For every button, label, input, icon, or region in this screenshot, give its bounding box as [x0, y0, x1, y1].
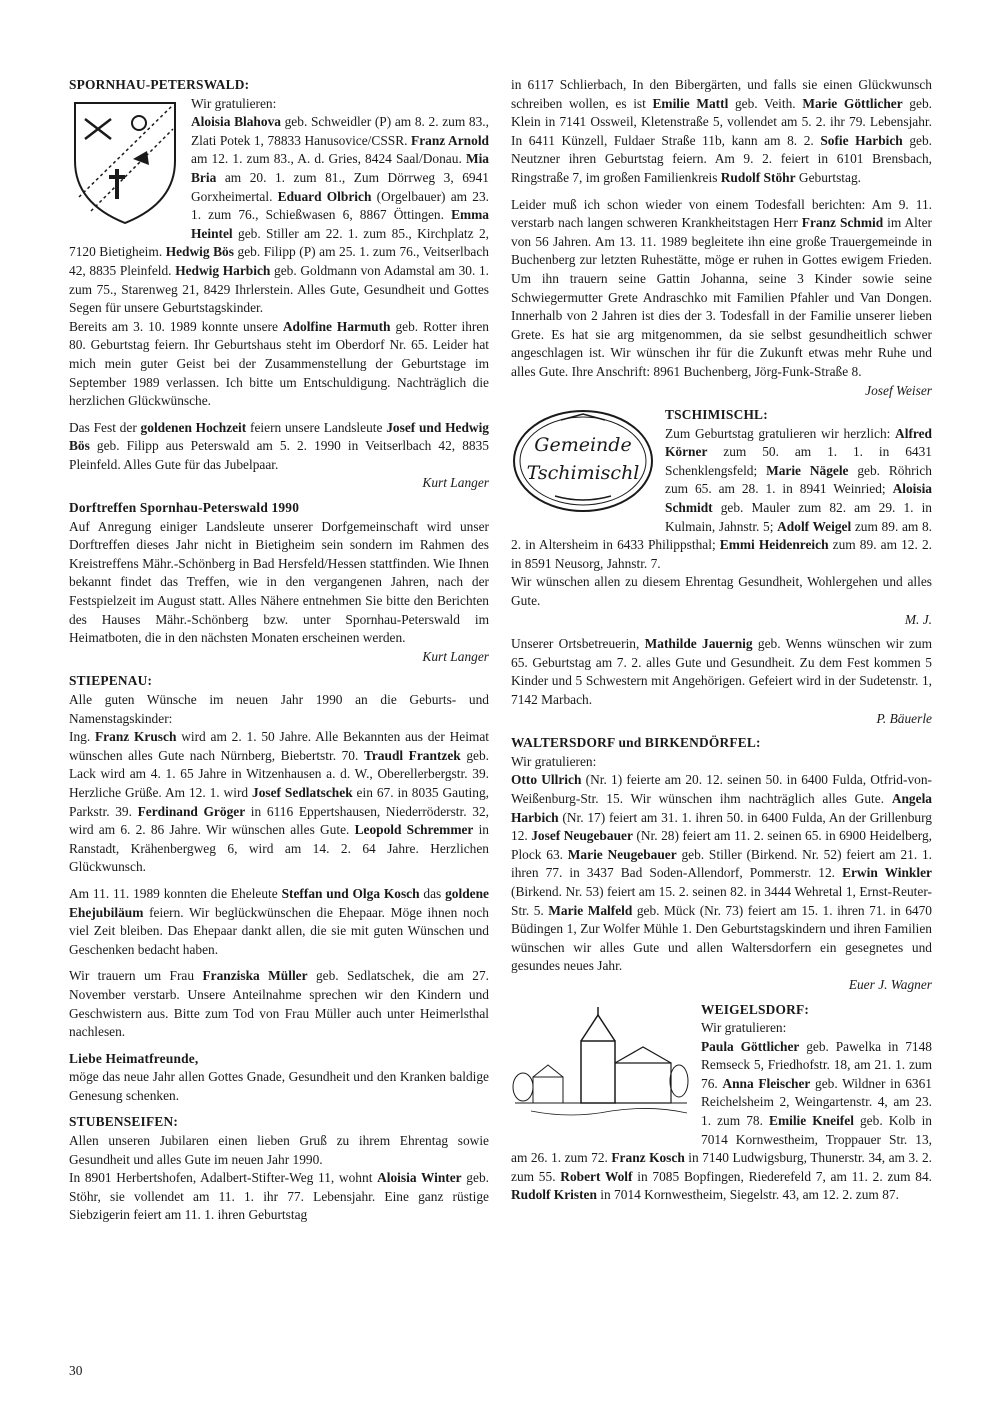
section-title-stubenseifen: STUBENSEIFEN: [69, 1114, 179, 1130]
tschimischl-wishes: Wir wünschen allen zu diesem Ehrentag Gesundheit, Wohlergehen und alles Gute. [511, 574, 932, 609]
municipal-seal-icon [511, 408, 655, 520]
section-title-stiepenau: STIEPENAU: [69, 673, 153, 689]
tschimischl-birthdays: Zum Geburtstag gratulieren wir herzlich: Alfred Körner zum 50. am 1. 1. in 6431 Schenklengsfeld; Marie Nägele geb. Röhrich zum 65. am 28. 1. in 8941 Weinried; Aloisia Schmidt geb. Mauler zum 82. am 29. 1. in Kulmain, Jahnstr. 5; Adolf Weigel zum 89. am 8. 2. in Altersheim in 6433 Philippsthal; Emmi Heidenreich zum 89. am 12. 2. in 8591 Neusorg, Jahnstr. 7. [511, 425, 933, 571]
stiepenau-obituary: Wir trauern um Frau Franziska Müller geb. Sedlatschek, die am 27. November verstarb. Unsere Anteilnahme sprechen wir den Kindern und Geschwistern aus. Bitte zum Tod von Frau Müller auch unter Heimerlsthal nachlesen. [69, 968, 490, 1040]
section-title-spornhau: SPORNHAU-PETERSWALD: [69, 77, 250, 92]
seal-bottom-text: Tschimischl [526, 462, 640, 485]
section-title-weigelsdorf: WEIGELSDORF: [701, 1001, 810, 1017]
stiepenau-intro: Alle guten Wünsche im neuen Jahr 1990 an die Geburts- und Namenstagskinder: [69, 692, 489, 726]
signature-kurt-langer: Kurt Langer [422, 475, 489, 491]
section-title-heimatfreunde: Liebe Heimatfreunde, [69, 1050, 199, 1066]
signature-p-bauerle: P. Bäuerle [876, 710, 932, 726]
coat-of-arms-icon [69, 99, 181, 233]
spornhau-intro: Wir gratulieren: [191, 95, 277, 111]
spornhau-harmuth: Bereits am 3. 10. 1989 konnte unsere Adolfine Harmuth geb. Rotter ihren 80. Geburtstag feiern. Ihr Geburtshaus steht im Oberdorf Nr. 65. Leider hat mich mein guter Geist bei der Zusammenstellung der Geburtstage im September 1989 verlassen. Ich bitte um Entschuldigung. Nachträglich die herzlichen Glückwünsche. [69, 318, 490, 409]
page-number: 30 [69, 1363, 83, 1378]
stubenseifen-greeting: Allen unseren Jubilaren einen lieben Gruß zu ihrem Ehrentag sowie Gesundheit und alles Gute im neuen Jahr 1990. [69, 1133, 489, 1167]
spornhau-birthdays: Aloisia Blahova geb. Schweidler (P) am 8. 2. zum 83., Zlati Potek 1, 78833 Hanusovice/CSSR. Franz Arnold am 12. 1. zum 83., A. d. Gries, 8424 Saal/Donau. Mia Bria am 20. 1. zum 81., Zum Dörrweg 3, 6941 Gorxheimertal. Eduard Olbrich (Orgelbauer) am 23. 1. zum 76., Schießwasen 6, 8867 Öttingen. Emma Heintel geb. Stiller am 22. 1. zum 85., Kirchplatz 2, 7120 Bietigheim. Hedwig Bös geb. Filipp (P) am 25. 1. zum 76., Veitserlbach 42, 8835 Pleinfeld. Hedwig Harbich geb. Goldmann von Adamstal am 30. 1. zum 75., Starenweg 21, 8429 Ihrlerstein. Alles Gute, Gesundheit und Gottes Segen für unsere Geburtstagskinder. [69, 114, 490, 316]
stiepenau-jubilee: Am 11. 11. 1989 konnten die Eheleute Steffan und Olga Kosch das goldene Ehejubiläum feiern. Wir beglückwünschen die Ehepaar. Möge ihnen noch viel Zeit bleiben. Das Ehepaar dankt allen, die sie mit guten Wünschen und Geschenken bedacht haben. [69, 885, 490, 957]
tschimischl-jauernig: Unserer Ortsbetreuerin, Mathilde Jauernig geb. Wenns wünschen wir zum 65. Geburtstag am 7. 2. alles Gute und Gesundheit. Zu dem Fest kommen 5 Kinder und 5 Schwestern mit Angehörigen. Gefeiert wird in der Sudetenstr. 1, 7142 Marbach. [511, 636, 933, 707]
stubenseifen-birthdays: In 8901 Herbertshofen, Adalbert-Stifter-Weg 11, wohnt Aloisia Winter geb. Stöhr, sie vollendet am 11. 1. ihr 77. Lebensjahr. Eine ganz rüstige Siebzigerin feiert am 11. 1. ihren Geburtstag [69, 1170, 489, 1223]
signature-j-wagner: Euer J. Wagner [848, 976, 932, 992]
obituary-franz-schmid: Leider muß ich schon wieder von einem Todesfall berichten: Am 9. 11. verstarb nach langen schweren Krankheitstagen Herr Franz Schmid im Alter von 56 Jahren. Am 13. 11. 1989 begleitete ihn eine große Trauergemeinde in Buchenberg zur letzten Ruhestätte, möge er ruhen in Gottes ewigem Frieden. Um ihn trauern seine Gattin Johanna, seine 3 Kinder sowie seine Schwiegermutter Grete Andraschko mit Familien Pfahler und Van Dongen. Innerhalb von 2 Jahren ist dies der 3. Todesfall in der Familie unserer lieben Grete. Es hat sie arg mitgenommen, da sie selbst gesundheitlich schwer angeschlagen ist. Wir wünschen ihr für die Zukunft etwas mehr Ruhe und alles Gute. Ihre Anschrift: 8961 Buchenberg, Jörg-Funk-Straße 8. [511, 196, 932, 379]
weigelsdorf-birthdays: Paula Göttlicher geb. Pawelka in 7148 Remseck 5, Friedhofstr. 18, am 21. 1. zum 76. Anna Fleischer geb. Wildner in 6361 Reichelsheim 2, Weingartenstr. 4, am 23. 1. zum 78. Emilie Kneifel geb. Kolb in 7014 Kornwestheim, Troppauer Str. 13, am 26. 1. zum 72. Franz Kosch in 7140 Ludwigsburg, Thunerstr. 34, am 3. 2. zum 55. Robert Wolf in 7085 Bopfingen, Riederefeld 7, am 11. 2. zum 84. Rudolf Kristen in 7014 Kornwestheim, Siegelstr. 43, am 12. 2. zum 87. [511, 1038, 933, 1203]
signature-mj: M. J. [904, 611, 932, 627]
seal-top-text: Gemeinde [534, 434, 632, 457]
stubenseifen-continued: in 6117 Schlierbach, In den Bibergärten, und falls sie einen Glückwunsch schreiben wollen, es ist Emilie Mattl geb. Veith. Marie Göttlicher geb. Klein in 7141 Ossweil, Kletenstraße 5, vollendet am 5. 2. ihr 79. Lebensjahr. In 6411 Künzell, Fuldaer Straße 11b, kann am 8. 2. Sofie Harbich geb. Neutzner ihren Geburtstag feiern. Am 9. 2. feiert in 6101 Brensbach, Ringstraße 7, im großen Familienkreis Rudolf Stöhr Geburtstag. [511, 77, 933, 185]
waltersdorf-intro: Wir gratulieren: [511, 753, 597, 769]
church-sketch-icon [511, 1007, 691, 1131]
heimatfreunde-text: möge das neue Jahr allen Gottes Gnade, Gesundheit und den Kranken baldige Genesung schenken. [69, 1069, 489, 1103]
dorftreffen-text: Auf Anregung einiger Landsleute unserer Dorfgemeinschaft wird unser Dorftreffen dieses Jahr nicht in Bietigheim sein sondern im Rahmen des Kreistreffens Mähr.-Schönberg in Bad Hersfeld/Hessen stattfinden. Wie Ihnen bekannt findet das Treffen, wie in den vergangenen Jahren, nach der Festspielzeit im August statt. Alles Nähere entnehmen Sie bitte den Berichten des Hauses Mähr.-Schönberg bzw. unter Spornhau-Peterswald im Heimatboten, die in den nächsten Monaten erscheinen werden. [69, 518, 489, 646]
section-title-tschimischl: TSCHIMISCHL: [665, 407, 768, 423]
left-column [69, 76, 489, 1225]
weigelsdorf-intro: Wir gratulieren: [701, 1020, 787, 1036]
stiepenau-birthdays: Ing. Franz Krusch wird am 2. 1. 50 Jahre. Alle Bekannten aus der Heimat wünschen alles Gute nach Nürnberg, Biebertstr. 70. Traudl Frantzek geb. Lack wird am 4. 1. 65 Jahre in Witzenhausen a. d. W., Oberellerbergstr. 39. Herzliche Grüße. Am 12. 1. wird Josef Sedlatschek ein 67. in 8035 Gauting, Parkstr. 39. Ferdinand Gröger in 6116 Eppertshausen, Niederröderstr. 32, wird am 6. 2. 86 Jahre. Wir wünschen alles Gute. Leopold Schremmer in Ranstadt, Krähenbergweg 6, wird am 14. 2. 64 Jahre. Herzlichen Glückwunsch. [69, 729, 490, 875]
spornhau-golden-wedding: Das Fest der goldenen Hochzeit feiern unsere Landsleute Josef und Hedwig Bös geb. Filipp aus Peterswald am 5. 2. 1990 in Veitserlbach 42, 8835 Pleinfeld. Alles Gute für das Jubelpaar. [69, 419, 489, 472]
signature-kurt-langer-2: Kurt Langer [422, 648, 489, 664]
section-title-waltersdorf: WALTERSDORF und BIRKENDÖRFEL: [511, 735, 761, 751]
waltersdorf-birthdays: Otto Ullrich (Nr. 1) feierte am 20. 12. seinen 50. in 6400 Fulda, Otfrid-von-Weißenburg-Str. 15. Wir wünschen ihm nachträglich alles Gute. Angela Harbich (Nr. 17) feiert am 31. 1. ihren 50. in 6400 Fulda, An der Grillenburg 12. Josef Neugebauer (Nr. 28) feiert am 11. 2. seinen 65. in 6900 Heidelberg, Plock 63. Marie Neugebauer geb. Stiller (Birkend. Nr. 52) feiert am 21. 1. ihren 77. in 3437 Bad Soden-Allendorf, Pommerstr. 12. Erwin Winkler (Birkend. Nr. 53) feiert am 15. 2. seinen 82. in 3444 Wehretal 1, Ernst-Reuter-Str. 5. Marie Malfeld geb. Mück (Nr. 73) feiert am 15. 1. ihren 71. in 6470 Büdingen 1, Zur Wolfer Mühle 1. Den Geburtstagskindern und ihren Familien wünschen wir alles Gute und allen Waltersdorfern ein gesegnetes und gesundes neues Jahr. [511, 772, 933, 974]
right-column [511, 76, 932, 1205]
section-title-dorftreffen: Dorftreffen Spornhau-Peterswald 1990 [69, 500, 300, 516]
signature-josef-weiser: Josef Weiser [865, 382, 932, 398]
